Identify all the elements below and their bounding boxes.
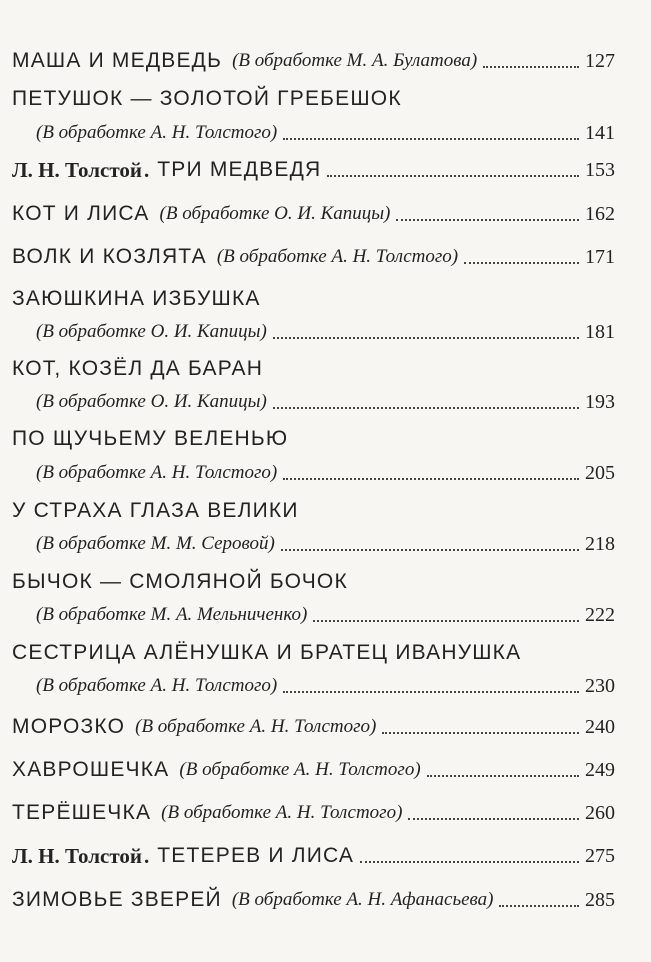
toc-entry-continuation: [36, 527, 615, 557]
page-number: 141: [585, 122, 615, 144]
entry-adaptation-note: (В обработке А. Н. Толстого): [36, 462, 278, 483]
page-number: 171: [585, 246, 615, 268]
page-number: 218: [585, 533, 615, 555]
toc-entry: [12, 240, 615, 270]
toc-entry: [12, 153, 615, 183]
entry-title: ПО ЩУЧЬЕМУ ВЕЛЕНЬЮ: [12, 427, 289, 450]
entry-adaptation-note: (В обработке М. М. Серовой): [36, 533, 275, 554]
toc-entry-continuation: [36, 669, 615, 699]
dot-leader: [283, 138, 579, 140]
dot-leader: [281, 549, 579, 551]
page-number: 205: [585, 462, 615, 484]
toc-entry: [12, 796, 615, 826]
entry-adaptation-note: (В обработке О. И. Капицы): [159, 203, 391, 224]
entry-adaptation-note: (В обработке А. Н. Толстого): [161, 802, 403, 823]
entry-title: КОТ И ЛИСА: [12, 202, 150, 225]
toc-entry-continuation: [36, 315, 615, 345]
toc-entry: [12, 82, 615, 112]
toc-entry: [12, 839, 615, 869]
entry-title: ТРИ МЕДВЕДЯ: [157, 158, 322, 181]
entry-title: ТЕТЕРЕВ И ЛИСА: [157, 844, 355, 867]
dot-leader: [408, 818, 579, 820]
entry-adaptation-note: (В обработке А. Н. Толстого): [179, 759, 421, 780]
entry-adaptation-note: (В обработке А. Н. Афанасьева): [231, 889, 494, 910]
toc-entry-continuation: [36, 456, 615, 486]
entry-title: МОРОЗКО: [12, 715, 126, 738]
entry-title: У СТРАХА ГЛАЗА ВЕЛИКИ: [12, 499, 299, 522]
entry-title: МАША И МЕДВЕДЬ: [12, 49, 223, 72]
page-number: 285: [585, 889, 615, 911]
entry-adaptation-note: (В обработке А. Н. Толстого): [216, 246, 459, 267]
toc-entry-continuation: [36, 598, 615, 628]
page-number: 193: [585, 391, 615, 413]
entry-adaptation-note: (В обработке О. И. Капицы): [36, 321, 267, 342]
toc-entry: [12, 44, 615, 74]
page-number: 222: [585, 604, 615, 626]
entry-author: Л. Н. Толстой: [12, 158, 143, 182]
toc-entry: [12, 636, 615, 666]
toc-entry: [12, 197, 615, 227]
dot-leader: [273, 337, 579, 339]
entry-author: Л. Н. Толстой: [12, 844, 143, 868]
entry-title: КОТ, КОЗЁЛ ДА БАРАН: [12, 357, 264, 380]
dot-leader: [483, 66, 579, 68]
entry-title: СЕСТРИЦА АЛЁНУШКА И БРАТЕЦ ИВАНУШКА: [12, 641, 522, 664]
toc-entry: [12, 352, 615, 382]
dot-leader: [327, 175, 579, 177]
dot-leader: [360, 861, 579, 863]
page-number: 230: [585, 675, 615, 697]
page-number: 275: [585, 845, 615, 867]
page-number: 249: [585, 759, 615, 781]
page-number: 260: [585, 802, 615, 824]
entry-title: ПЕТУШОК — ЗОЛОТОЙ ГРЕБЕШОК: [12, 87, 402, 110]
dot-leader: [464, 262, 579, 264]
toc-entry: [12, 753, 615, 783]
toc-entry: [12, 494, 615, 524]
entry-adaptation-note: (В обработке М. А. Булатова): [232, 50, 478, 71]
toc-entry: [12, 710, 615, 740]
toc-entry: [12, 282, 615, 312]
entry-title: ЗИМОВЬЕ ЗВЕРЕЙ: [12, 888, 222, 911]
entry-title: ТЕРЁШЕЧКА: [12, 801, 152, 824]
page-number: 181: [585, 321, 615, 343]
toc-entry-continuation: [36, 385, 615, 415]
entry-title: ЗАЮШКИНА ИЗБУШКА: [12, 287, 261, 310]
entry-adaptation-note: (В обработке А. Н. Толстого): [135, 716, 377, 737]
toc-entry: [12, 422, 615, 452]
entry-title: БЫЧОК — СМОЛЯНОЙ БОЧОК: [12, 570, 348, 593]
page-number: 153: [585, 159, 615, 181]
entry-adaptation-note: (В обработке О. И. Капицы): [36, 391, 267, 412]
dot-leader: [382, 732, 579, 734]
entry-adaptation-note: (В обработке А. Н. Толстого): [36, 122, 278, 143]
author-separator: .: [144, 844, 150, 868]
toc-entry: [12, 883, 615, 913]
toc-entry-continuation: [36, 116, 615, 146]
dot-leader: [396, 219, 579, 221]
entry-adaptation-note: (В обработке А. Н. Толстого): [36, 675, 278, 696]
page-number: 162: [585, 203, 615, 225]
dot-leader: [499, 905, 579, 907]
dot-leader: [273, 407, 579, 409]
entry-adaptation-note: (В обработке М. А. Мельниченко): [36, 604, 308, 625]
toc-entry: [12, 565, 615, 595]
dot-leader: [283, 478, 579, 480]
author-separator: .: [144, 158, 150, 182]
dot-leader: [283, 691, 579, 693]
entry-title: ХАВРОШЕЧКА: [12, 758, 170, 781]
dot-leader: [427, 775, 579, 777]
dot-leader: [313, 620, 579, 622]
page-number: 240: [585, 716, 615, 738]
page-number: 127: [585, 50, 615, 72]
entry-title: ВОЛК И КОЗЛЯТА: [12, 245, 207, 268]
